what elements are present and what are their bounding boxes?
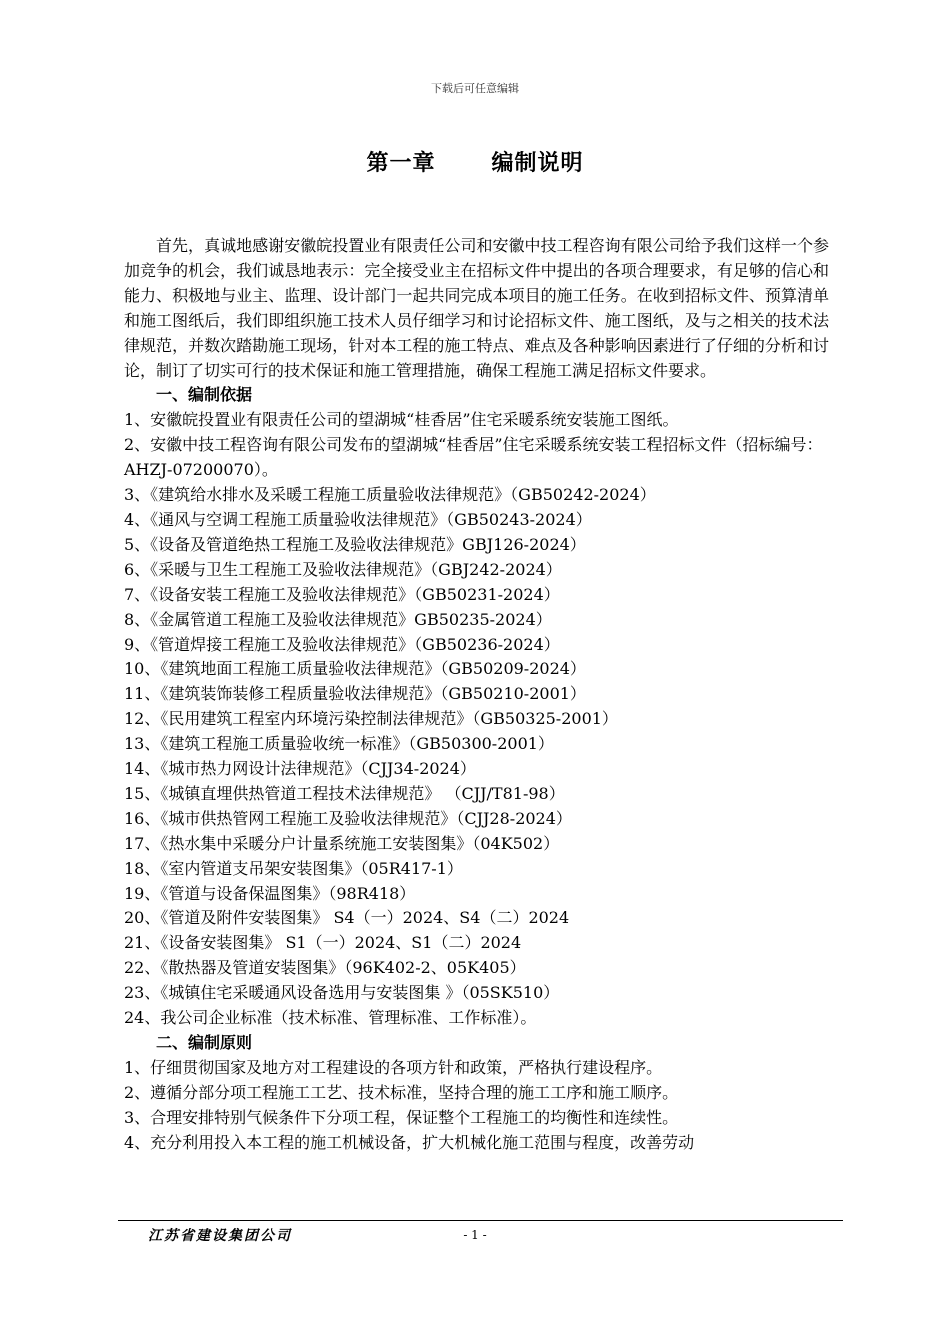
list-item: 8、《金属管道工程施工及验收法律规范》GB50235-2024） [124, 609, 552, 629]
header-note: 下载后可任意编辑 [431, 82, 519, 95]
list-item: 2、安徽中技工程咨询有限公司发布的望湖城“桂香居”住宅采暖系统安装工程招标文件（招标编号：AHZJ-07200070）。 [124, 435, 823, 480]
list-item: 3、《建筑给水排水及采暖工程施工质量验收法律规范》（GB50242-2024） [124, 485, 656, 505]
list-item: 16、《城市供热管网工程施工及验收法律规范》（CJJ28-2024） [124, 808, 572, 828]
section-heading-principles: 二、编制原则 [156, 1033, 253, 1052]
footer-company: 江苏省建设集团公司 [148, 1228, 292, 1244]
list-item: 17、《热水集中采暖分户计量系统施工安装图集》（04K502） [124, 833, 560, 853]
section-heading-basis: 一、编制依据 [156, 385, 253, 405]
list-item: 19、《管道与设备保温图集》（98R418） [124, 883, 416, 903]
list-item: 1、仔细贯彻国家及地方对工程建设的各项方针和政策，严格执行建设程序。 [124, 1057, 663, 1077]
list-item: 7、《设备安装工程施工及验收法律规范》（GB50231-2024） [124, 584, 560, 604]
list-item: 24、我公司企业标准（技术标准、管理标准、工作标准）。 [124, 1008, 537, 1028]
chapter-name: 编制说明 [491, 151, 584, 176]
list-item: 22、《散热器及管道安装图集》（96K402-2、05K405） [124, 958, 526, 978]
page-number: - 1 - [463, 1228, 487, 1242]
list-item: 14、《城市热力网设计法律规范》（CJJ34-2024） [124, 759, 476, 779]
list-item: 4、《通风与空调工程施工质量验收法律规范》（GB50243-2024） [124, 509, 592, 529]
list-item: 4、充分利用投入本工程的施工机械设备，扩大机械化施工范围与程度，改善劳动 [124, 1132, 695, 1152]
list-item: 10、《建筑地面工程施工质量验收法律规范》（GB50209-2024） [124, 659, 586, 679]
list-item: 2、遵循分部分项工程施工工艺、技术标准，坚持合理的施工工序和施工顺序。 [124, 1082, 679, 1102]
list-item: 21、《设备安装图集》 S1（一）2024、S1（二）2024 [124, 933, 522, 953]
list-item: 3、合理安排特别气候条件下分项工程，保证整个工程施工的均衡性和连续性。 [124, 1107, 679, 1127]
list-item: 5、《设备及管道绝热工程施工及验收法律规范》GBJ126-2024） [124, 534, 586, 554]
list-item: 13、《建筑工程施工质量验收统一标准》（GB50300-2001） [124, 734, 554, 754]
chapter-title [0, 146, 950, 177]
list-item: 1、安徽皖投置业有限责任公司的望湖城“桂香居”住宅采暖系统安装施工图纸。 [124, 410, 679, 430]
footer-divider [118, 1220, 843, 1221]
list-item: 12、《民用建筑工程室内环境污染控制法律规范》（GB50325-2001） [124, 709, 618, 729]
document-body [124, 234, 829, 1156]
intro-paragraph: 首先，真诚地感谢安徽皖投置业有限责任公司和安徽中技工程咨询有限公司给予我们这样一个参加竞争的机会，我们诚恳地表示：完全接受业主在招标文件中提出的各项合理要求，有足够的信心和能力、积极地与业主、监理、设计部门一起共同完成本项目的施工任务。在收到招标文件、预算清单和施工图纸后，我们即组织施工技术人员仔细学习和讨论招标文件、施工图纸，及与之相关的技术法律规范，并数次踏勘施工现场，针对本工程的施工特点、难点及各种影响因素进行了仔细的分析和讨论，制订了切实可行的技术保证和施工管理措施，确保工程施工满足招标文件要求。 [124, 236, 829, 380]
list-item: 6、《采暖与卫生工程施工及验收法律规范》（GBJ242-2024） [124, 559, 562, 579]
chapter-number: 第一章 [366, 151, 436, 176]
list-item: 23、《城镇住宅采暖通风设备选用与安装图集 》（05SK510） [124, 983, 560, 1003]
list-item: 20、《管道及附件安装图集》 S4（一）2024、S4（二）2024 [124, 908, 570, 928]
list-item: 11、《建筑装饰装修工程质量验收法律规范》（GB50210-2001） [124, 684, 586, 704]
list-item: 15、《城镇直埋供热管道工程技术法律规范》 （CJJ/T81-98） [124, 783, 565, 803]
list-item: 9、《管道焊接工程施工及验收法律规范》（GB50236-2024） [124, 634, 560, 654]
list-item: 18、《室内管道支吊架安装图集》（05R417-1） [124, 858, 463, 878]
